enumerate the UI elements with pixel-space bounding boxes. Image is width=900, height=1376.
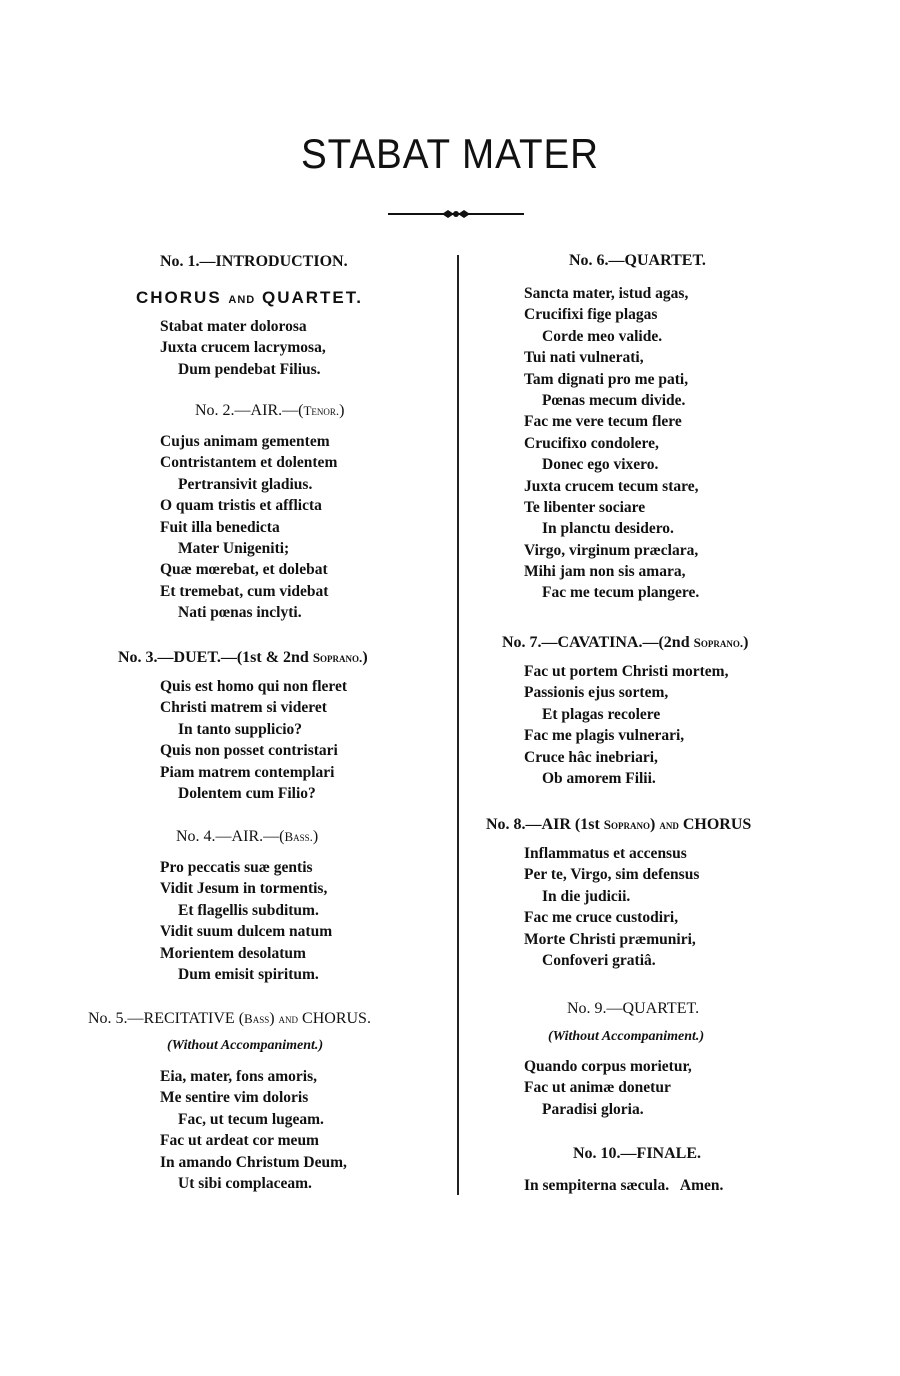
- lyric-line: Cujus animam gementem: [160, 433, 330, 450]
- lyric-line: Mihi jam non sis amara,: [524, 563, 686, 581]
- section-3-heading: No. 3.—DUET.—(1st & 2nd Soprano.): [118, 649, 368, 666]
- section-8-text: [524, 843, 699, 971]
- lyric-line: Nati pœnas inclyti.: [178, 604, 302, 622]
- lyric-line: Tam dignati pro me pati,: [524, 370, 689, 388]
- lyric-line: Morientem desolatum: [160, 944, 306, 962]
- lyric-line: Vidit Jesum in tormentis,: [160, 880, 328, 898]
- lyric-line: Quando corpus morietur,: [524, 1058, 692, 1075]
- lyric-line: Fac ut ardeat cor meum: [160, 1132, 319, 1150]
- lyric-line: Mater Unigeniti;: [178, 539, 290, 557]
- lyric-line: Fac ut portem Christi mortem,: [524, 663, 729, 680]
- voice-label: Bass.: [284, 829, 313, 844]
- lyric-line: Tui nati vulnerati,: [524, 349, 644, 367]
- lyric-line: Fuit illa benedicta: [160, 518, 280, 536]
- lyric-line: O quam tristis et afflicta: [160, 497, 322, 515]
- lyric-line: Juxta crucem lacrymosa,: [160, 339, 326, 357]
- lyric-line: Eia, mater, fons amoris,: [160, 1068, 317, 1085]
- lyric-line: Cruce hâc inebriari,: [524, 748, 658, 766]
- lyric-line: Te libenter sociare: [524, 498, 646, 516]
- lyric-line: Crucifixi fige plagas: [524, 306, 658, 324]
- lyric-line: Juxta crucem tecum stare,: [524, 477, 699, 495]
- lyric-line: Vidit suum dulcem natum: [160, 923, 333, 941]
- lyric-line: Stabat mater dolorosa: [160, 318, 307, 335]
- lyric-line: Quæ mœrebat, et dolebat: [160, 561, 328, 579]
- voice-label: Bass: [244, 1011, 270, 1026]
- lyric-line: Morte Christi præmuniri,: [524, 930, 696, 948]
- section-4-text: [160, 857, 332, 985]
- lyric-line: Et tremebat, cum videbat: [160, 582, 329, 600]
- lyric-line: Fac, ut tecum lugeam.: [178, 1110, 324, 1128]
- lyric-line: Crucifixo condolere,: [524, 434, 659, 452]
- ornamental-rule-icon: [388, 206, 524, 222]
- section-4-heading: No. 4.—AIR.—(Bass.): [176, 828, 319, 845]
- lyric-line: In die judicii.: [542, 887, 631, 905]
- section-10-text: [524, 1175, 723, 1196]
- lyric-line: Dum emisit spiritum.: [178, 965, 319, 983]
- lyric-line: In amando Christum Deum,: [160, 1153, 347, 1171]
- and-word: AND: [228, 294, 256, 306]
- section-7-heading: No. 7.—CAVATINA.—(2nd Soprano.): [502, 634, 749, 651]
- lyric-line: Sancta mater, istud agas,: [524, 285, 689, 302]
- voice-label: Soprano: [603, 817, 651, 832]
- lyric-line: Fac me vere tecum flere: [524, 413, 682, 431]
- lyric-line: Christi matrem si videret: [160, 699, 327, 717]
- lyric-line: Passionis ejus sortem,: [524, 684, 669, 702]
- section-2-heading: No. 2.—AIR.—(Tenor.): [195, 402, 345, 419]
- section-2-text: [160, 431, 337, 624]
- lyric-line: In sempiterna sæcula. Amen.: [524, 1177, 724, 1194]
- lyric-line: Donec ego vixero.: [542, 456, 659, 474]
- section-5-heading: No. 5.—RECITATIVE (Bass) and CHORUS.: [88, 1010, 371, 1027]
- section-5-subheading: (Without Accompaniment.): [167, 1038, 324, 1053]
- voice-label: Tenor.: [303, 403, 340, 418]
- section-1-heading: No. 1.—INTRODUCTION.: [160, 253, 348, 270]
- lyric-line: Pertransivit gladius.: [178, 475, 313, 493]
- column-divider: [457, 255, 459, 1195]
- section-3-text: [160, 676, 347, 804]
- section-1-subheading: [136, 288, 363, 308]
- chorus-word: CHORUS: [136, 288, 222, 307]
- section-10-heading: No. 10.—FINALE.: [573, 1145, 702, 1162]
- lyric-line: Virgo, virginum præclara,: [524, 541, 699, 559]
- page-title: STABAT MATER: [300, 130, 600, 177]
- lyric-line: Contristantem et dolentem: [160, 454, 338, 472]
- quartet-word: QUARTET.: [261, 288, 363, 307]
- lyric-line: Ob amorem Filii.: [542, 769, 656, 787]
- lyric-line: Quis est homo qui non fleret: [160, 678, 348, 695]
- lyric-line: Fac me tecum plangere.: [542, 584, 700, 602]
- lyric-line: Piam matrem contemplari: [160, 763, 335, 781]
- lyric-line: Fac ut animæ donetur: [524, 1079, 671, 1097]
- lyric-line: Inflammatus et accensus: [524, 845, 687, 862]
- lyric-line: Ut sibi complaceam.: [178, 1174, 312, 1192]
- lyric-line: Pro peccatis suæ gentis: [160, 859, 313, 876]
- lyric-line: Dum pendebat Filius.: [178, 360, 321, 378]
- lyric-line: Paradisi gloria.: [542, 1100, 644, 1118]
- section-5-text: [160, 1066, 347, 1194]
- lyric-line: In planctu desidero.: [542, 520, 674, 538]
- lyric-line: Confoveri gratiâ.: [542, 951, 656, 969]
- lyric-line: Et flagellis subditum.: [178, 901, 319, 919]
- lyric-line: Dolentem cum Filio?: [178, 784, 316, 802]
- lyric-line: Quis non posset contristari: [160, 742, 338, 760]
- section-1-text: [160, 316, 326, 380]
- section-6-text: [524, 283, 699, 604]
- section-8-heading: No. 8.—AIR (1st Soprano) and CHORUS: [486, 816, 752, 833]
- lyric-line: Pœnas mecum divide.: [542, 391, 686, 409]
- lyric-line: Fac me plagis vulnerari,: [524, 727, 685, 745]
- voice-label: Soprano.: [693, 635, 744, 650]
- lyric-line: Corde meo valide.: [542, 327, 663, 345]
- voice-label: Soprano.: [312, 650, 363, 665]
- lyric-line: Et plagas recolere: [542, 705, 661, 723]
- lyric-line: Me sentire vim doloris: [160, 1089, 309, 1107]
- section-9-heading: No. 9.—QUARTET.: [567, 1000, 700, 1017]
- section-6-heading: No. 6.—QUARTET.: [569, 252, 706, 269]
- section-7-text: [524, 661, 728, 789]
- lyric-line: Per te, Virgo, sim defensus: [524, 866, 700, 884]
- lyric-line: Fac me cruce custodiri,: [524, 909, 679, 927]
- section-9-text: [524, 1056, 692, 1120]
- lyric-line: In tanto supplicio?: [178, 720, 303, 738]
- section-9-subheading: (Without Accompaniment.): [548, 1029, 705, 1044]
